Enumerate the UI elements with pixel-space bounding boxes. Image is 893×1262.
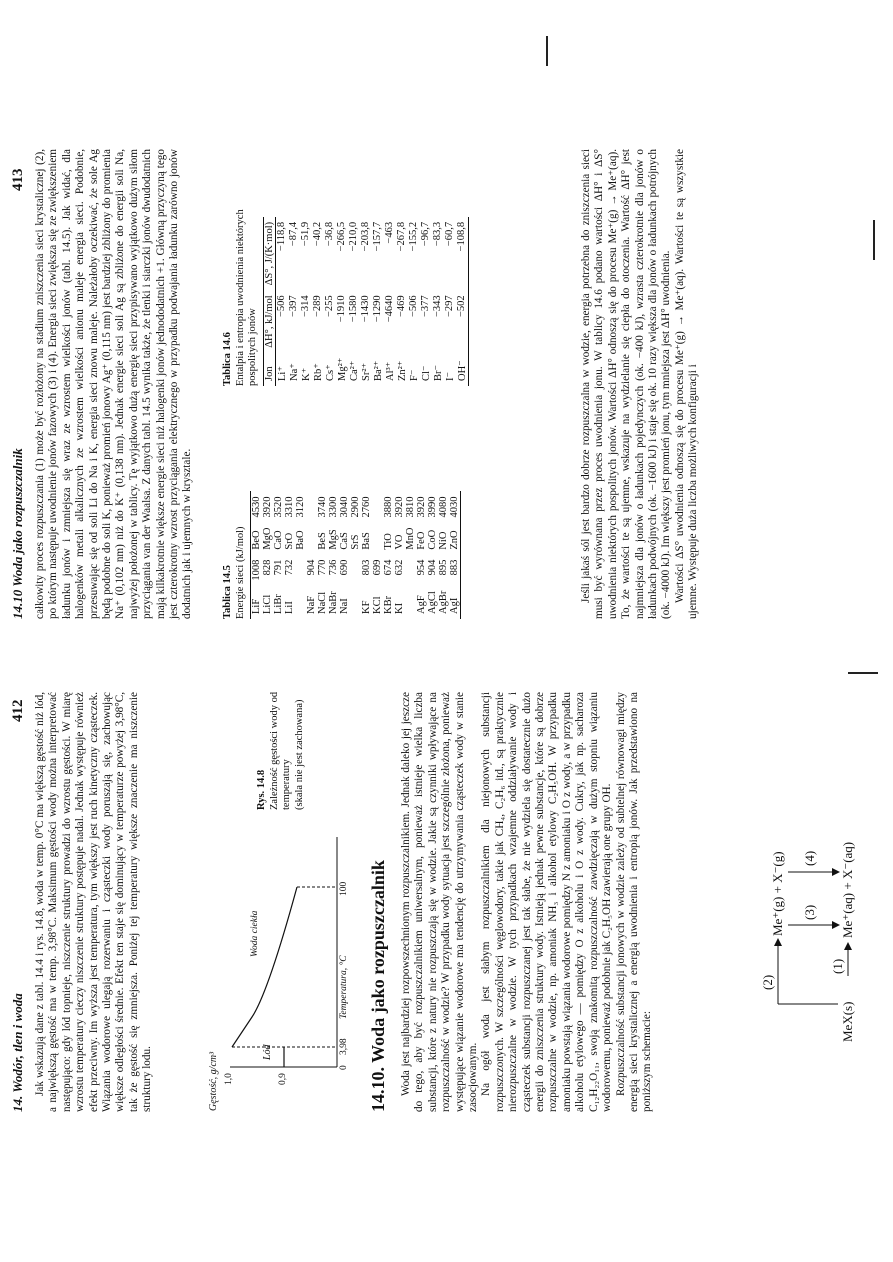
table-cell: −157,7 bbox=[372, 221, 383, 252]
paragraph: Woda jest najbardziej rozpowszechnionym rozpuszczalnikiem. Jednak daleko jej jeszcze do tego, aby być rozpuszczalnikiem uniwersalnym, ponieważ istnieje wielka liczba substancji, które z natury nie rozpuszczają się w wodzie. Jakie są czynniki wpływające na rozpuszczalność w wodzie? W przypadku wody sytuacja jest szczególnie złożona, ponieważ występujące wiązanie wodorowe ma tendencję do utrzymywania cząsteczek wody w stanie zasocjowanym. bbox=[400, 692, 480, 1112]
table-cell: −463 bbox=[384, 221, 395, 244]
table-row bbox=[427, 491, 438, 619]
table-cell: −314 bbox=[300, 295, 311, 318]
table-cell: 3310 bbox=[284, 496, 295, 518]
table-cell: BaO bbox=[295, 530, 306, 550]
table-cell bbox=[350, 555, 361, 586]
arrowhead bbox=[832, 868, 840, 876]
body-text bbox=[34, 149, 195, 619]
table-row bbox=[295, 491, 306, 619]
table-row bbox=[339, 491, 350, 619]
table-cell: −377 bbox=[420, 295, 431, 318]
table-cell bbox=[372, 522, 383, 554]
page-number: 413 bbox=[10, 168, 26, 191]
table-cell: 632 bbox=[394, 559, 405, 576]
table-cell bbox=[350, 586, 361, 619]
table-cell: 883 bbox=[449, 559, 460, 576]
table-cell: AgCl bbox=[427, 591, 438, 614]
table-cell: 3880 bbox=[383, 496, 394, 518]
table-row bbox=[306, 491, 317, 619]
section-title: 14.10. Woda jako rozpuszczalnik bbox=[368, 860, 388, 1112]
hydration-table bbox=[263, 217, 469, 386]
table-cell: SrS bbox=[350, 534, 361, 550]
water-curve bbox=[232, 887, 297, 1047]
table-cell: CaS bbox=[339, 532, 350, 550]
table-cell: NaI bbox=[339, 598, 350, 614]
body-text-bottom bbox=[580, 149, 701, 619]
running-head: 14. Wodór, tlen i woda bbox=[10, 993, 25, 1112]
label-1: (1) bbox=[830, 958, 845, 974]
table-cell: −1290 bbox=[372, 295, 383, 323]
table-cell bbox=[306, 522, 317, 554]
table-row bbox=[317, 491, 328, 619]
water-label: Woda ciekła bbox=[250, 910, 260, 957]
table-cell: −96,7 bbox=[420, 221, 431, 247]
table-cell: 3300 bbox=[328, 496, 339, 518]
table-cell: Ca²⁺ bbox=[348, 360, 360, 381]
table-cell: 3520 bbox=[273, 496, 284, 518]
table-cell: FeO bbox=[416, 531, 427, 550]
table-cell: OH⁻ bbox=[456, 360, 468, 381]
table-cell bbox=[306, 491, 317, 522]
page-412 bbox=[0, 631, 893, 1262]
column-header: ΔS°, J/(K·mol) bbox=[263, 221, 275, 286]
label-4: (4) bbox=[802, 850, 817, 866]
table-cell: 4030 bbox=[449, 496, 460, 518]
x-axis-label: Temperatura, °C bbox=[339, 955, 349, 1019]
table-cell: −36,8 bbox=[324, 221, 335, 247]
running-head: 14.10 Woda jako rozpuszczalnik bbox=[10, 448, 25, 619]
table-cell: 904 bbox=[427, 559, 438, 576]
table-cell: AgBr bbox=[438, 590, 449, 614]
table-cell: BaS bbox=[361, 532, 372, 550]
table-row bbox=[408, 217, 420, 386]
label-2: (2) bbox=[760, 974, 775, 990]
paragraph: Rozpuszczalność substancji jonowych w wodzie zależy od subtelnej równowagi między energią sieci krystalicznej a energią uwodnienia i entropią jonów. Jak przedstawiono na poniższym schemacie: bbox=[614, 692, 654, 1112]
table-cell: 3920 bbox=[394, 496, 405, 518]
table-cell bbox=[295, 586, 306, 619]
table-14-5 bbox=[222, 491, 461, 619]
table-cell: −83,3 bbox=[432, 221, 443, 247]
table-cell: BeS bbox=[317, 532, 328, 550]
y-axis-label: Gęstość, g/cm³ bbox=[208, 1051, 219, 1111]
table-cell: ZnO bbox=[449, 530, 460, 550]
table-cell: 2760 bbox=[361, 496, 372, 518]
table-cell bbox=[372, 491, 383, 522]
table-cell: −51,9 bbox=[300, 221, 311, 247]
table-cell: −297 bbox=[444, 295, 455, 318]
table-cell: 3990 bbox=[427, 496, 438, 518]
dissolution-scheme bbox=[760, 742, 870, 1042]
y-tick: 1,0 bbox=[224, 1073, 234, 1085]
table-row bbox=[384, 217, 396, 386]
arrowhead bbox=[844, 942, 852, 950]
table-cell: NaBr bbox=[328, 591, 339, 614]
table-row bbox=[262, 491, 273, 619]
table-cell: 736 bbox=[328, 559, 339, 576]
table-row bbox=[372, 217, 384, 386]
table-cell: BeO bbox=[251, 530, 262, 550]
table-row bbox=[328, 491, 339, 619]
table-cell: −40,2 bbox=[312, 221, 323, 247]
ice-label: Lód bbox=[262, 1044, 273, 1060]
table-cell: 954 bbox=[416, 559, 427, 576]
table-row bbox=[396, 217, 408, 386]
table-cell bbox=[405, 586, 416, 619]
table-cell: Zn²⁺ bbox=[396, 360, 408, 381]
table-title: Tablica 14.5 bbox=[222, 565, 233, 619]
table-cell: MgS bbox=[328, 529, 339, 550]
table-cell: F⁻ bbox=[408, 369, 420, 381]
table-cell: Rb⁺ bbox=[312, 363, 324, 381]
table-cell: −60,7 bbox=[444, 221, 455, 247]
table-row bbox=[275, 217, 288, 386]
table-row bbox=[444, 217, 456, 386]
section-body bbox=[400, 692, 655, 1112]
table-cell: 732 bbox=[284, 559, 295, 576]
density-chart bbox=[222, 827, 357, 1107]
table-cell: MgO bbox=[262, 527, 273, 550]
table-cell: −506 bbox=[408, 295, 419, 318]
table-cell: 904 bbox=[306, 559, 317, 576]
table-cell: I⁻ bbox=[444, 371, 456, 381]
table-cell: 3120 bbox=[295, 496, 306, 518]
table-title: Tablica 14.6 bbox=[222, 332, 233, 386]
table-cell: −266,5 bbox=[336, 221, 347, 252]
table-14-6 bbox=[222, 209, 469, 386]
x-tick: 100 bbox=[339, 881, 349, 896]
table-row bbox=[361, 491, 372, 619]
table-cell: SrO bbox=[284, 532, 295, 550]
table-cell: −1430 bbox=[360, 295, 371, 323]
x-tick: 0 bbox=[339, 1065, 349, 1070]
table-cell: KI bbox=[394, 602, 405, 614]
table-row bbox=[394, 491, 405, 619]
table-row bbox=[273, 491, 284, 619]
table-cell: 895 bbox=[438, 559, 449, 576]
table-cell: 699 bbox=[372, 559, 383, 576]
table-cell: 1008 bbox=[251, 559, 262, 581]
table-cell: −87,4 bbox=[288, 221, 299, 247]
table-cell: AgI bbox=[449, 597, 460, 614]
label-3: (3) bbox=[802, 904, 817, 920]
table-cell: CoO bbox=[427, 529, 438, 550]
table-cell: AgF bbox=[416, 595, 427, 614]
table-cell: 828 bbox=[262, 559, 273, 576]
table-cell: K⁺ bbox=[300, 367, 312, 381]
page-number: 412 bbox=[10, 699, 26, 722]
table-cell: 690 bbox=[339, 559, 350, 576]
table-cell: Ba²⁺ bbox=[372, 360, 384, 381]
table-cell: 3040 bbox=[339, 496, 350, 518]
table-cell: Li⁺ bbox=[276, 366, 288, 381]
table-row bbox=[350, 491, 361, 619]
column-header: ΔH°, kJ/mol bbox=[263, 295, 275, 348]
table-cell: KCl bbox=[372, 596, 383, 614]
table-cell: 3920 bbox=[262, 496, 273, 518]
table-cell: 791 bbox=[273, 559, 284, 576]
table-row bbox=[336, 217, 348, 386]
table-cell: −289 bbox=[312, 295, 323, 318]
table-cell: 674 bbox=[383, 559, 394, 576]
paragraph: Jeśli jakaś sól jest bardzo dobrze rozpuszczalna w wodzie, energia potrzebna do zniszczenia sieci musi być wyrównana przez proces uwodnienia jonu. W tablicy 14.6 podano wartości ΔH° i ΔS° uwodnienia niektórych pospolitych jonów. Wartości ΔH° odnoszą się do procesu Me⁺(g) → Me⁺(aq). To, że wartości te są ujemne, wskazuje na wydzielanie się ciepła do otoczenia. Wartość ΔH° jest najmniejsza dla jonów o ładunkach pojedynczych (ok. −400 kJ), wzrasta czterokrotnie dla jonów o ładunkach podwójnych (ok. −1600 kJ) i staje się ok. 10 razy większa dla jonów o ładunkach potrójnych (ok. −4000 kJ). Im większy jest promień jonu, tym mniejsza jest ΔH° uwodnienia. bbox=[580, 149, 673, 619]
table-cell: Na⁺ bbox=[288, 363, 300, 381]
table-cell: −397 bbox=[288, 295, 299, 318]
table-cell: CaO bbox=[273, 530, 284, 550]
arrowhead bbox=[774, 938, 782, 946]
table-row bbox=[312, 217, 324, 386]
table-cell: TiO bbox=[383, 533, 394, 550]
table-cell: LiCl bbox=[262, 594, 273, 614]
table-cell: NaF bbox=[306, 595, 317, 614]
arrowhead bbox=[832, 921, 840, 929]
table-cell: NiO bbox=[438, 531, 449, 550]
caption-line: (skala nie jest zachowana) bbox=[293, 699, 305, 810]
table-row bbox=[383, 491, 394, 619]
product: Me⁺(aq) + X⁻(aq) bbox=[840, 841, 855, 938]
table-subtitle: Energie sieci (kJ/mol) bbox=[234, 526, 246, 619]
table-cell: VO bbox=[394, 534, 405, 550]
table-cell: −4640 bbox=[384, 295, 395, 323]
table-cell: −343 bbox=[432, 295, 443, 318]
table-subtitle: Entalpia i entropia uwodnienia niektórych bbox=[234, 209, 246, 386]
table-cell: Mg²⁺ bbox=[336, 357, 348, 381]
table-cell: −506 bbox=[276, 295, 287, 318]
table-row bbox=[348, 217, 360, 386]
table-cell: −1580 bbox=[348, 295, 359, 323]
table-cell: −1910 bbox=[336, 295, 347, 323]
table-subtitle: pospolitych jonów bbox=[247, 308, 258, 386]
table-cell: 2900 bbox=[350, 496, 361, 518]
table-row bbox=[372, 491, 383, 619]
table-cell: Sr²⁺ bbox=[360, 362, 372, 381]
table-cell: NaCl bbox=[317, 591, 328, 614]
table-row bbox=[420, 217, 432, 386]
paragraph: całkowity proces rozpuszczania (1) może być rozłożony na stadium zniszczenia sieci krystalicznej (2), po którym następuje uwodnienie jonów fazowych (3) i (4). Energia sieci zwiększa się ze zwiększeniem ładunku jonów i zmniejsza się wraz ze wzrostem wielkości jonów (tabl. 14.5). Jak widać, dla halogenków metali alkalicznych ze wzrostem wielkości anionu maleje energia sieci. Podobnie, przesuwając się od soli Li do Na i K, energia sieci znowu maleje. Należałoby oczekiwać, że sole Ag będą podobne do soli K, ponieważ promień jonowy Ag⁺ (0,115 nm) jest bardziej zbliżony do promienia Na⁺ (0,102 nm) niż do K⁺ (0,138 nm). Jednak energie sieci soli Ag są zbliżone do energii soli Na, najwyżej położonej w tablicy. Tę wyjątkowo dużą energię sieci przypisywano wyjątkowo dużym siłom przyciągania van der Waalsa. Z danych tabl. 14.5 wynika także, że tlenki i siarczki jonów dwudodatnich mają kilkakrotnie większe energie sieci niż halogenki jonów jednododatnich +1. Główną przyczyną tego jest czterokrotny wzrost przyciągania elektrycznego w przypadku podwajania ładunku zarówno jonów dodatnich jak i ujemnych w krysztale. bbox=[34, 149, 194, 619]
table-cell: MnO bbox=[405, 527, 416, 550]
table-row bbox=[405, 491, 416, 619]
table-cell: 803 bbox=[361, 559, 372, 576]
table-cell bbox=[295, 555, 306, 586]
figure-density bbox=[208, 827, 357, 1111]
table-cell: KBr bbox=[383, 595, 394, 614]
table-cell: −118,8 bbox=[276, 221, 287, 252]
table-cell: 770 bbox=[317, 559, 328, 576]
table-cell: 3920 bbox=[416, 496, 427, 518]
table-cell: Cs⁺ bbox=[324, 364, 336, 381]
y-tick: 0,9 bbox=[278, 1073, 288, 1085]
table-row bbox=[438, 491, 449, 619]
table-row bbox=[432, 217, 444, 386]
table-cell: −469 bbox=[396, 295, 407, 318]
intro-text bbox=[34, 692, 155, 1112]
table-row bbox=[360, 217, 372, 386]
figure-caption bbox=[256, 640, 306, 810]
table-cell: −155,2 bbox=[408, 221, 419, 252]
table-cell: Al³⁺ bbox=[384, 361, 396, 381]
table-cell: −210,0 bbox=[348, 221, 359, 252]
paragraph: Wartości ΔS° uwodnienia odnoszą się do procesu Me⁺(g) → Me⁺(aq). Wartości te są wszystkie ujemne. Występuje duża liczba możliwych konfiguracji i bbox=[673, 149, 700, 619]
table-cell: 3740 bbox=[317, 496, 328, 518]
paragraph: Jak wskazują dane z tabl. 14.4 i rys. 14.8, woda w temp. 0°C ma większą gęstość niż lód, a największą gęstość ma w temp. 3,98°C. Maksimum gęstości wody można interpretować następująco: gdy lód topnieje, niszczenie struktury prowadzi do wzrostu gęstości. W miarę wzrostu temperatury cieczy niszczenie struktury postępuje nadal. Jednak występuje również efekt przeciwny. Im wyższa jest temperatura, tym większy jest ruch kinetyczny cząsteczek. Wiązania wodorowe ulegają rozerwaniu i cząsteczki wody poruszają się, zachowując większe odległości średnie. Efekt ten staje się dominujący w temperaturze powyżej 3,98°C, tak że gęstość się zmniejsza. Poniżej tej temperatury większe znaczenie ma niszczenie struktury lodu. bbox=[34, 692, 154, 1112]
table-cell: LiBr bbox=[273, 594, 284, 614]
table-cell: 4530 bbox=[251, 496, 262, 518]
table-cell: −502 bbox=[456, 295, 467, 318]
x-tick: 3,98 bbox=[339, 1038, 349, 1055]
table-row bbox=[284, 491, 295, 619]
table-cell: Br⁻ bbox=[432, 364, 444, 381]
gas-ions: Me⁺(g) + X⁻(g) bbox=[770, 851, 785, 936]
paragraph: Na ogół woda jest słabym rozpuszczalnikiem dla niejonowych substancji rozpuszczonych. W szczególności węglowodory, takie jak CH₄, C₂H₆ itd., są praktycznie nierozpuszczalne w wodzie. W tych przypadkach wzajemne oddziaływanie wody i cząsteczek substancji rozpuszczanej jest tak słabe, że nie wydziela się dostatecznie dużo energii do zniszczenia struktury wody. Istnieją jednak pewne substancje, które są dobrze rozpuszczalne w wodzie, np. amoniak NH₃ i alkohol etylowy C₂H₅OH. W przypadku amoniaku powstają wiązania wodorowe pomiędzy N z amoniaku i O z wody, a w przypadku alkoholu etylowego — pomiędzy O z alkoholu i O z wody. Cukry, jak np. sacharoza C₁₂H₂₂O₁₁, swoją znakomitą rozpuszczalność zawdzięczają w dużym stopniu wiązaniu wodorowemu, ponieważ podobnie jak C₂H₅OH zawierają one grupy OH. bbox=[480, 692, 614, 1112]
table-row bbox=[324, 217, 336, 386]
table-cell: 4080 bbox=[438, 496, 449, 518]
table-cell: −267,8 bbox=[396, 221, 407, 252]
table-row bbox=[456, 217, 469, 386]
table-cell: LiI bbox=[284, 601, 295, 614]
table-row bbox=[300, 217, 312, 386]
table-row bbox=[251, 491, 263, 619]
reactant: MeX(s) bbox=[840, 1001, 855, 1042]
table-cell: 3810 bbox=[405, 496, 416, 518]
table-row bbox=[416, 491, 427, 619]
table-cell: −108,8 bbox=[456, 221, 467, 252]
table-cell bbox=[405, 555, 416, 586]
table-cell: −203,8 bbox=[360, 221, 371, 252]
caption-line: Zależność gęstości wody od temperatury bbox=[268, 691, 292, 810]
table-cell: Cl⁻ bbox=[420, 365, 432, 381]
table-cell: LiF bbox=[251, 598, 262, 614]
table-row bbox=[449, 491, 461, 619]
table-cell: −255 bbox=[324, 295, 335, 318]
caption-title: Rys. 14.8 bbox=[256, 769, 267, 810]
table-cell: KF bbox=[361, 600, 372, 614]
lattice-energy-table bbox=[250, 491, 461, 619]
column-header: Jon bbox=[263, 366, 275, 381]
table-row bbox=[288, 217, 300, 386]
